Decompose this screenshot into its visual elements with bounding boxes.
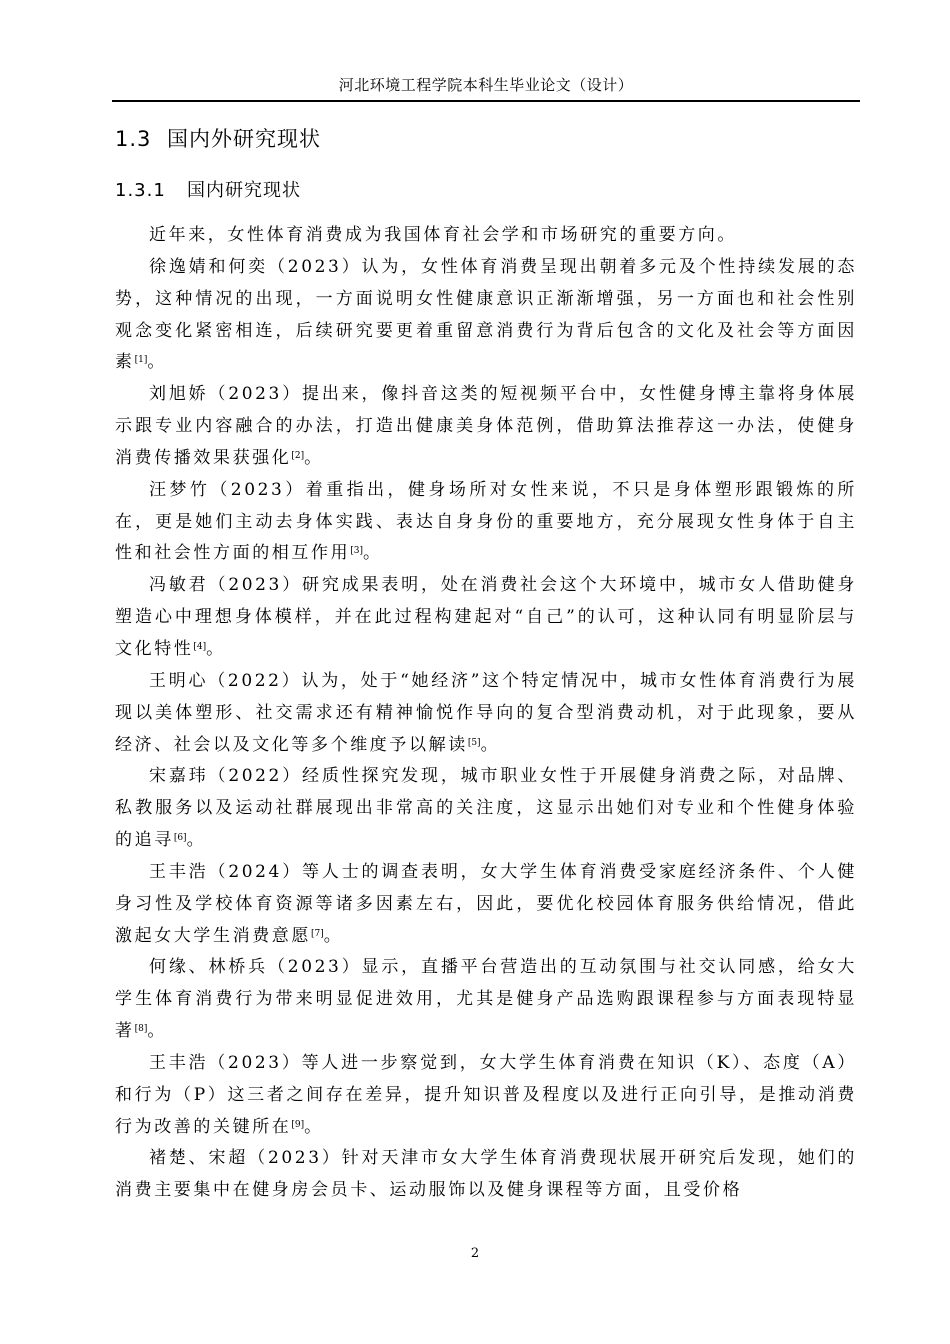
- paragraph: 王丰浩（2023）等人进一步察觉到，女大学生体育消费在知识（K）、态度（A）和行为（P）这三者之间存在差异，提升知识普及程度以及进行正向引导，是推动消费行为改善的关键所在[9]。: [115, 1052, 857, 1137]
- paragraph: 刘旭娇（2023）提出来，像抖音这类的短视频平台中，女性健身博主靠将身体展示跟专业内容融合的办法，打造出健康美身体范例，借助算法推荐这一办法，使健身消费传播效果获强化[2]。: [115, 384, 857, 468]
- citation: [6]: [173, 833, 187, 844]
- citation: [7]: [311, 928, 324, 939]
- paragraph: 汪梦竹（2023）着重指出，健身场所对女性来说，不只是身体塑形跟锻炼的所在，更是她们主动去身体实践、表达自身身份的重要地方，充分展现女性身体于自主性和社会性方面的相互作用[3]。: [115, 479, 857, 564]
- running-header: 河北环境工程学院本科生毕业论文（设计）: [338, 76, 634, 94]
- citation: [8]: [134, 1024, 148, 1035]
- subsection-heading: [115, 177, 301, 205]
- subsection-number: 1.3.1: [115, 180, 166, 201]
- paragraph: 王明心（2022）认为，处于“她经济”这个特定情况中，城市女性体育消费行为展现以美体塑形、社交需求还有精神愉悦作导向的复合型消费动机，对于此现象，要从经济、社会以及文化等多个维度予以解读[5]。: [115, 670, 857, 755]
- paragraph: 王丰浩（2024）等人士的调查表明，女大学生体育消费受家庭经济条件、个人健身习性及学校体育资源等诸多因素左右，因此，要优化校园体育服务供给情况，借此激起女大学生消费意愿[7]。: [115, 861, 857, 946]
- citation: [5]: [467, 737, 481, 748]
- citation: [4]: [193, 641, 207, 652]
- paragraph: 何缘、林桥兵（2023）显示，直播平台营造出的互动氛围与社交认同感，给女大学生体育消费行为带来明显促进效用，尤其是健身产品选购跟课程参与方面表现特显著[8]。: [115, 957, 857, 1042]
- page-number: 2: [470, 1246, 480, 1261]
- paragraph: 徐逸婧和何奕（2023）认为，女性体育消费呈现出朝着多元及个性持续发展的态势，这种情况的出现，一方面说明女性健康意识正渐渐增强，另一方面也和社会性别观念变化紧密相连，后续研究要更着重留意消费行为背后包含的文化及社会等方面因素[1]。: [115, 256, 857, 373]
- paragraph: 近年来，女性体育消费成为我国体育社会学和市场研究的重要方向。: [149, 225, 737, 245]
- citation: [1]: [134, 355, 148, 366]
- body-text: [115, 220, 857, 1207]
- section-heading: [115, 124, 321, 154]
- section-title: 国内外研究现状: [167, 127, 321, 151]
- citation: [2]: [291, 450, 305, 461]
- citation: [9]: [291, 1119, 305, 1130]
- paragraph: 冯敏君（2023）研究成果表明，处在消费社会这个大环境中，城市女人借助健身塑造心中理想身体模样，并在此过程构建起对“自己”的认可，这种认同有明显阶层与文化特性[4]。: [115, 575, 857, 659]
- citation: [3]: [350, 546, 363, 557]
- header-rule: [112, 100, 860, 102]
- paragraph: 褚楚、宋超（2023）针对天津市女大学生体育消费现状展开研究后发现，她们的消费主要集中在健身房会员卡、运动服饰以及健身课程等方面，且受价格: [115, 1148, 857, 1201]
- paragraph: 宋嘉玮（2022）经质性探究发现，城市职业女性于开展健身消费之际，对品牌、私教服务以及运动社群展现出非常高的关注度，这显示出她们对专业和个性健身体验的追寻[6]。: [115, 766, 857, 851]
- section-number: 1.3: [115, 127, 152, 151]
- subsection-title: 国内研究现状: [187, 180, 301, 201]
